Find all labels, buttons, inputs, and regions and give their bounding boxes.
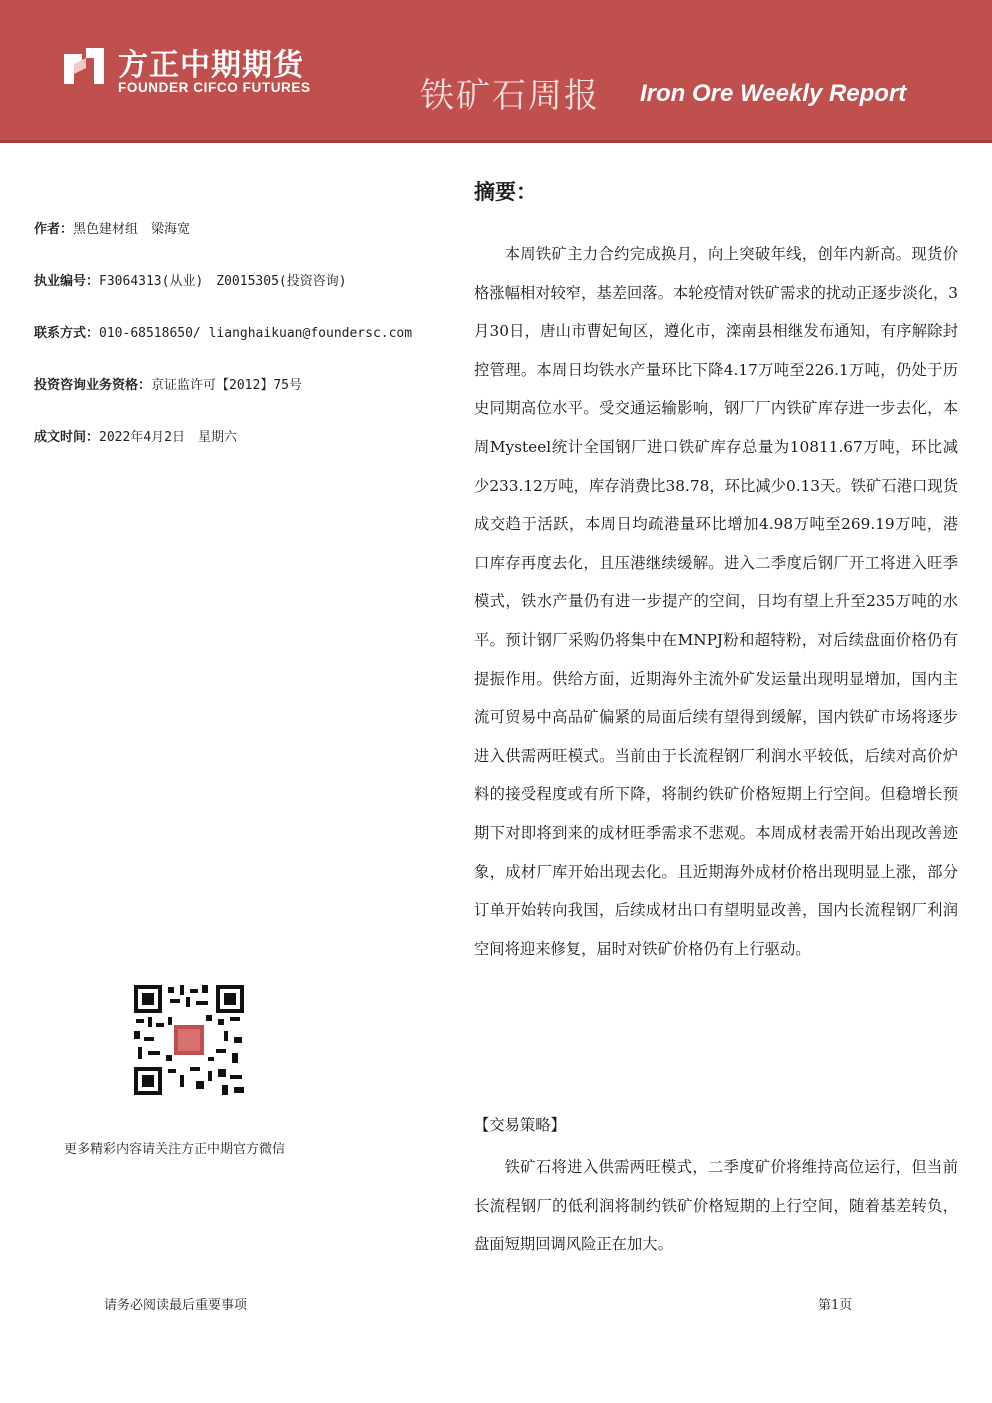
report-title-cn: 铁矿石周报 — [420, 76, 600, 116]
founder-logo-icon — [60, 44, 108, 92]
strategy-heading: 【交易策略】 — [474, 1116, 566, 1134]
info-qualification: 投资咨询业务资格：京证监许可【2012】75号 — [34, 378, 302, 393]
brand-name-en: FOUNDER CIFCO FUTURES — [118, 80, 311, 95]
strategy-body: 铁矿石将进入供需两旺模式，二季度矿价将维持高位运行，但当前长流程钢厂的低利润将制约铁矿价格短期的上行空间，随着基差转负，盘面短期回调风险正在加大。 — [474, 1158, 958, 1254]
report-header — [0, 0, 992, 143]
info-author: 作者：黑色建材组 梁海宽 — [34, 222, 191, 237]
info-contact: 联系方式：010-68518650/ lianghaikuan@foundersc.com — [34, 326, 413, 341]
abstract-heading: 摘要： — [474, 180, 537, 204]
qr-caption: 更多精彩内容请关注方正中期官方微信 — [64, 1142, 286, 1157]
report-title-en: Iron Ore Weekly Report — [640, 80, 907, 107]
abstract-body: 本周铁矿主力合约完成换月，向上突破年线，创年内新高。现货价格涨幅相对较窄，基差回落。本轮疫情对铁矿需求的扰动正逐步淡化，3月30日，唐山市曹妃甸区，遵化市，滦南县相继发布通知，有序解除封控管理。本周日均铁水产量环比下降4.17万吨至226.1万吨，仍处于历史同期高位水平。受交通运输影响，钢厂厂内铁矿库存进一步去化，本周Mysteel统计全国钢厂进口铁矿库存总量为10811.67万吨，环比减少233.12万吨，库存消费比38.78，环比减少0.13天。铁矿石港口现货成交趋于活跃，本周日均疏港量环比增加4.98万吨至269.19万吨，港口库存再度去化，且压港继续缓解。进入二季度后钢厂开工将进入旺季模式，铁水产量仍有进一步提产的空间，日均有望上升至235万吨的水平。预计钢厂采购仍将集中在MNPJ粉和超特粉，对后续盘面价格仍有提振作用。供给方面，近期海外主流外矿发运量出现明显增加，国内主流可贸易中高品矿偏紧的局面后续有望得到缓解，国内铁矿市场将逐步进入供需两旺模式。当前由于长流程钢厂利润水平较低，后续对高价炉料的接受程度或有所下降，将制约铁矿价格短期上行空间。但稳增长预期下对即将到来的成材旺季需求不悲观。本周成材表需开始出现改善迹象，成材厂库开始出现去化。且近期海外成材价格出现明显上涨，部分订单开始转向我国，后续成材出口有望明显改善，国内长流程钢厂利润空间将迎来修复，届时对铁矿价格仍有上行驱动。 — [474, 245, 958, 958]
footer-notice: 请务必阅读最后重要事项 — [104, 1298, 248, 1313]
page-number: 第1页 — [818, 1298, 853, 1313]
info-license: 执业编号：F3064313(从业) Z0015305(投资咨询) — [34, 274, 347, 289]
brand-name-cn: 方正中期期货 — [118, 48, 304, 83]
author-info — [34, 220, 444, 480]
info-date: 成文时间：2022年4月2日 星期六 — [34, 430, 237, 445]
qr-code-icon — [134, 985, 244, 1095]
